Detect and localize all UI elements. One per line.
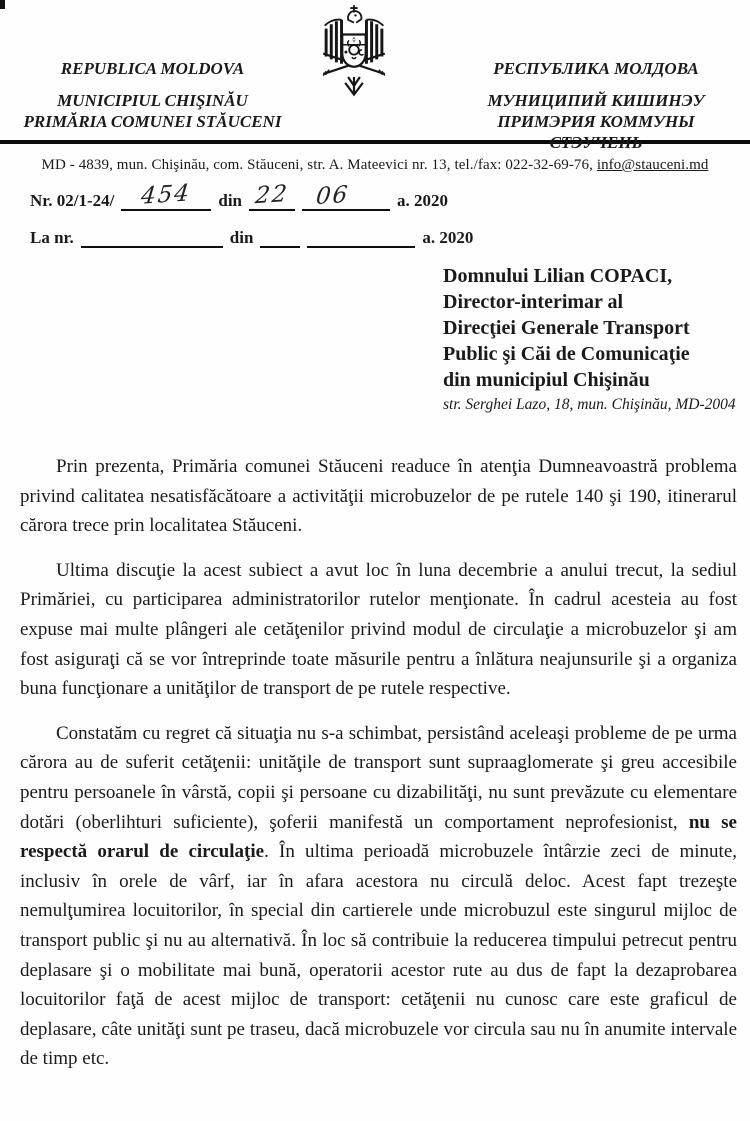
country-name-ru: РЕСПУБЛИКА МОЛДОВА <box>493 59 699 78</box>
nr-label: Nr. 02/1-24/ <box>30 191 115 210</box>
incoming-number-row <box>30 220 750 248</box>
municipality-name-ru: МУНИЦИПИЙ КИШИНЭУ <box>487 91 705 110</box>
letterhead-left <box>10 58 295 132</box>
recipient-org-line3: din municipiul Chişinău <box>443 369 650 391</box>
paragraph-3-bold-emphasis: nu se respectă orarul de circulaţie <box>20 811 737 863</box>
contact-address-line <box>0 157 750 174</box>
recipient-block <box>443 263 750 415</box>
institution-name-ro: PRIMĂRIA COMUNEI STĂUCENI <box>23 112 282 131</box>
paragraph-3-text-cont: . În ultima perioadă microbuzele întârzie zeci de minute, inclusiv în orele de vârf, iar în afara acestora nu circulă deloc. Acest fapt trezeşte nemulţumirea locuitorilor, în special din cartierele unde microbuzul este singurul mijloc de transport public şi nu au alternativă. În loc să contribuie la reducerea timpului petrecut pentru deplasare şi o mobilitate mai bună, operatorii acestor rute au dus de fapt la dezaprobarea locuitorilor faţă de acest mijloc de transport: cetăţenii nu cunosc care este graficul de deplasare, câte unităţi sunt pe traseu, dacă microbuzele vor circula sau nu în anumite intervale de timp etc. <box>20 841 737 1070</box>
letter-body <box>0 452 750 1074</box>
recipient-address: str. Serghei Lazo, 18, mun. Chişinău, MD-2004 <box>443 396 736 413</box>
year-label: a. 2020 <box>397 191 449 210</box>
handwritten-number: 454 <box>140 180 193 210</box>
municipality-name-ro: MUNICIPIUL CHIŞINĂU <box>57 91 248 110</box>
day-blank <box>249 180 295 211</box>
outgoing-number-row <box>30 180 750 211</box>
institution-name-ru: ПРИМЭРИЯ КОММУНЫ СТЭУЧЕНЬ <box>497 112 695 152</box>
country-name-ro: REPUBLICA MOLDOVA <box>60 59 245 78</box>
month-blank <box>302 181 390 211</box>
la-month-blank <box>307 222 415 248</box>
handwritten-month: 06 <box>314 181 351 211</box>
din-label: din <box>218 191 243 210</box>
la-nr-blank <box>81 222 223 248</box>
handwritten-day: 22 <box>254 180 290 210</box>
paragraph-2: Ultima discuţie la acest subiect a avut loc în luna decembrie a anului trecut, la sediul Primăriei, cu participarea administratorilor rutelor menţionate. În cadrul acesteia au fost expuse mai multe plângeri ale cetăţenilor privind modul de circulaţie a microbuzelor şi am fost asiguraţi că se vor întreprinde toate măsurile pentru a înlătura neajunsurile şi a organiza buna funcţionare a unităţilor de transport de pe rutele respective. <box>20 559 737 700</box>
recipient-name: Domnului Lilian COPACI, <box>443 265 673 287</box>
letterhead-right <box>450 58 742 153</box>
paragraph-1: Prin prezenta, Primăria comunei Stăuceni readuce în atenţia Dumneavoastră problema privind calitatea nesatisfăcătoare a activităţii microbuzelor de pe rutele 140 şi 190, itinerarul cărora trece prin localitatea Stăuceni. <box>20 456 737 537</box>
la-nr-label: La nr. <box>30 228 74 247</box>
la-year-label: a. 2020 <box>422 228 474 247</box>
paragraph-3-text: Constatăm cu regret că situaţia nu s-a schimbat, persistând aceleaşi probleme de pe urma cărora au de suferit cetăţenii: unităţile de transport sunt supraaglomerate şi greu accesibile pentru persoanele în vârstă, copii şi persoane cu dizabilităţi, nu sunt prevăzute cu elementare dotări (oberlihturi suficiente), şoferii manifestă un comportament neprofesionist, <box>20 722 737 833</box>
recipient-title: Director-interimar al <box>443 291 624 313</box>
recipient-org-line1: Direcţiei Generale Transport <box>443 317 690 339</box>
email-text: info@stauceni.md <box>596 157 709 173</box>
postal-address-text: MD - 4839, mun. Chişinău, com. Stăuceni, str. A. Mateevici nr. 13, tel./fax: 022-32-69-76, <box>41 157 597 173</box>
nr-blank <box>121 180 211 211</box>
moldova-coat-of-arms-icon <box>310 3 398 107</box>
la-din-label: din <box>229 228 254 247</box>
letterhead <box>0 0 750 152</box>
paragraph-3 <box>20 719 737 1074</box>
recipient-org-line2: Public şi Căi de Comunicaţie <box>443 343 690 365</box>
la-day-blank <box>260 222 300 248</box>
